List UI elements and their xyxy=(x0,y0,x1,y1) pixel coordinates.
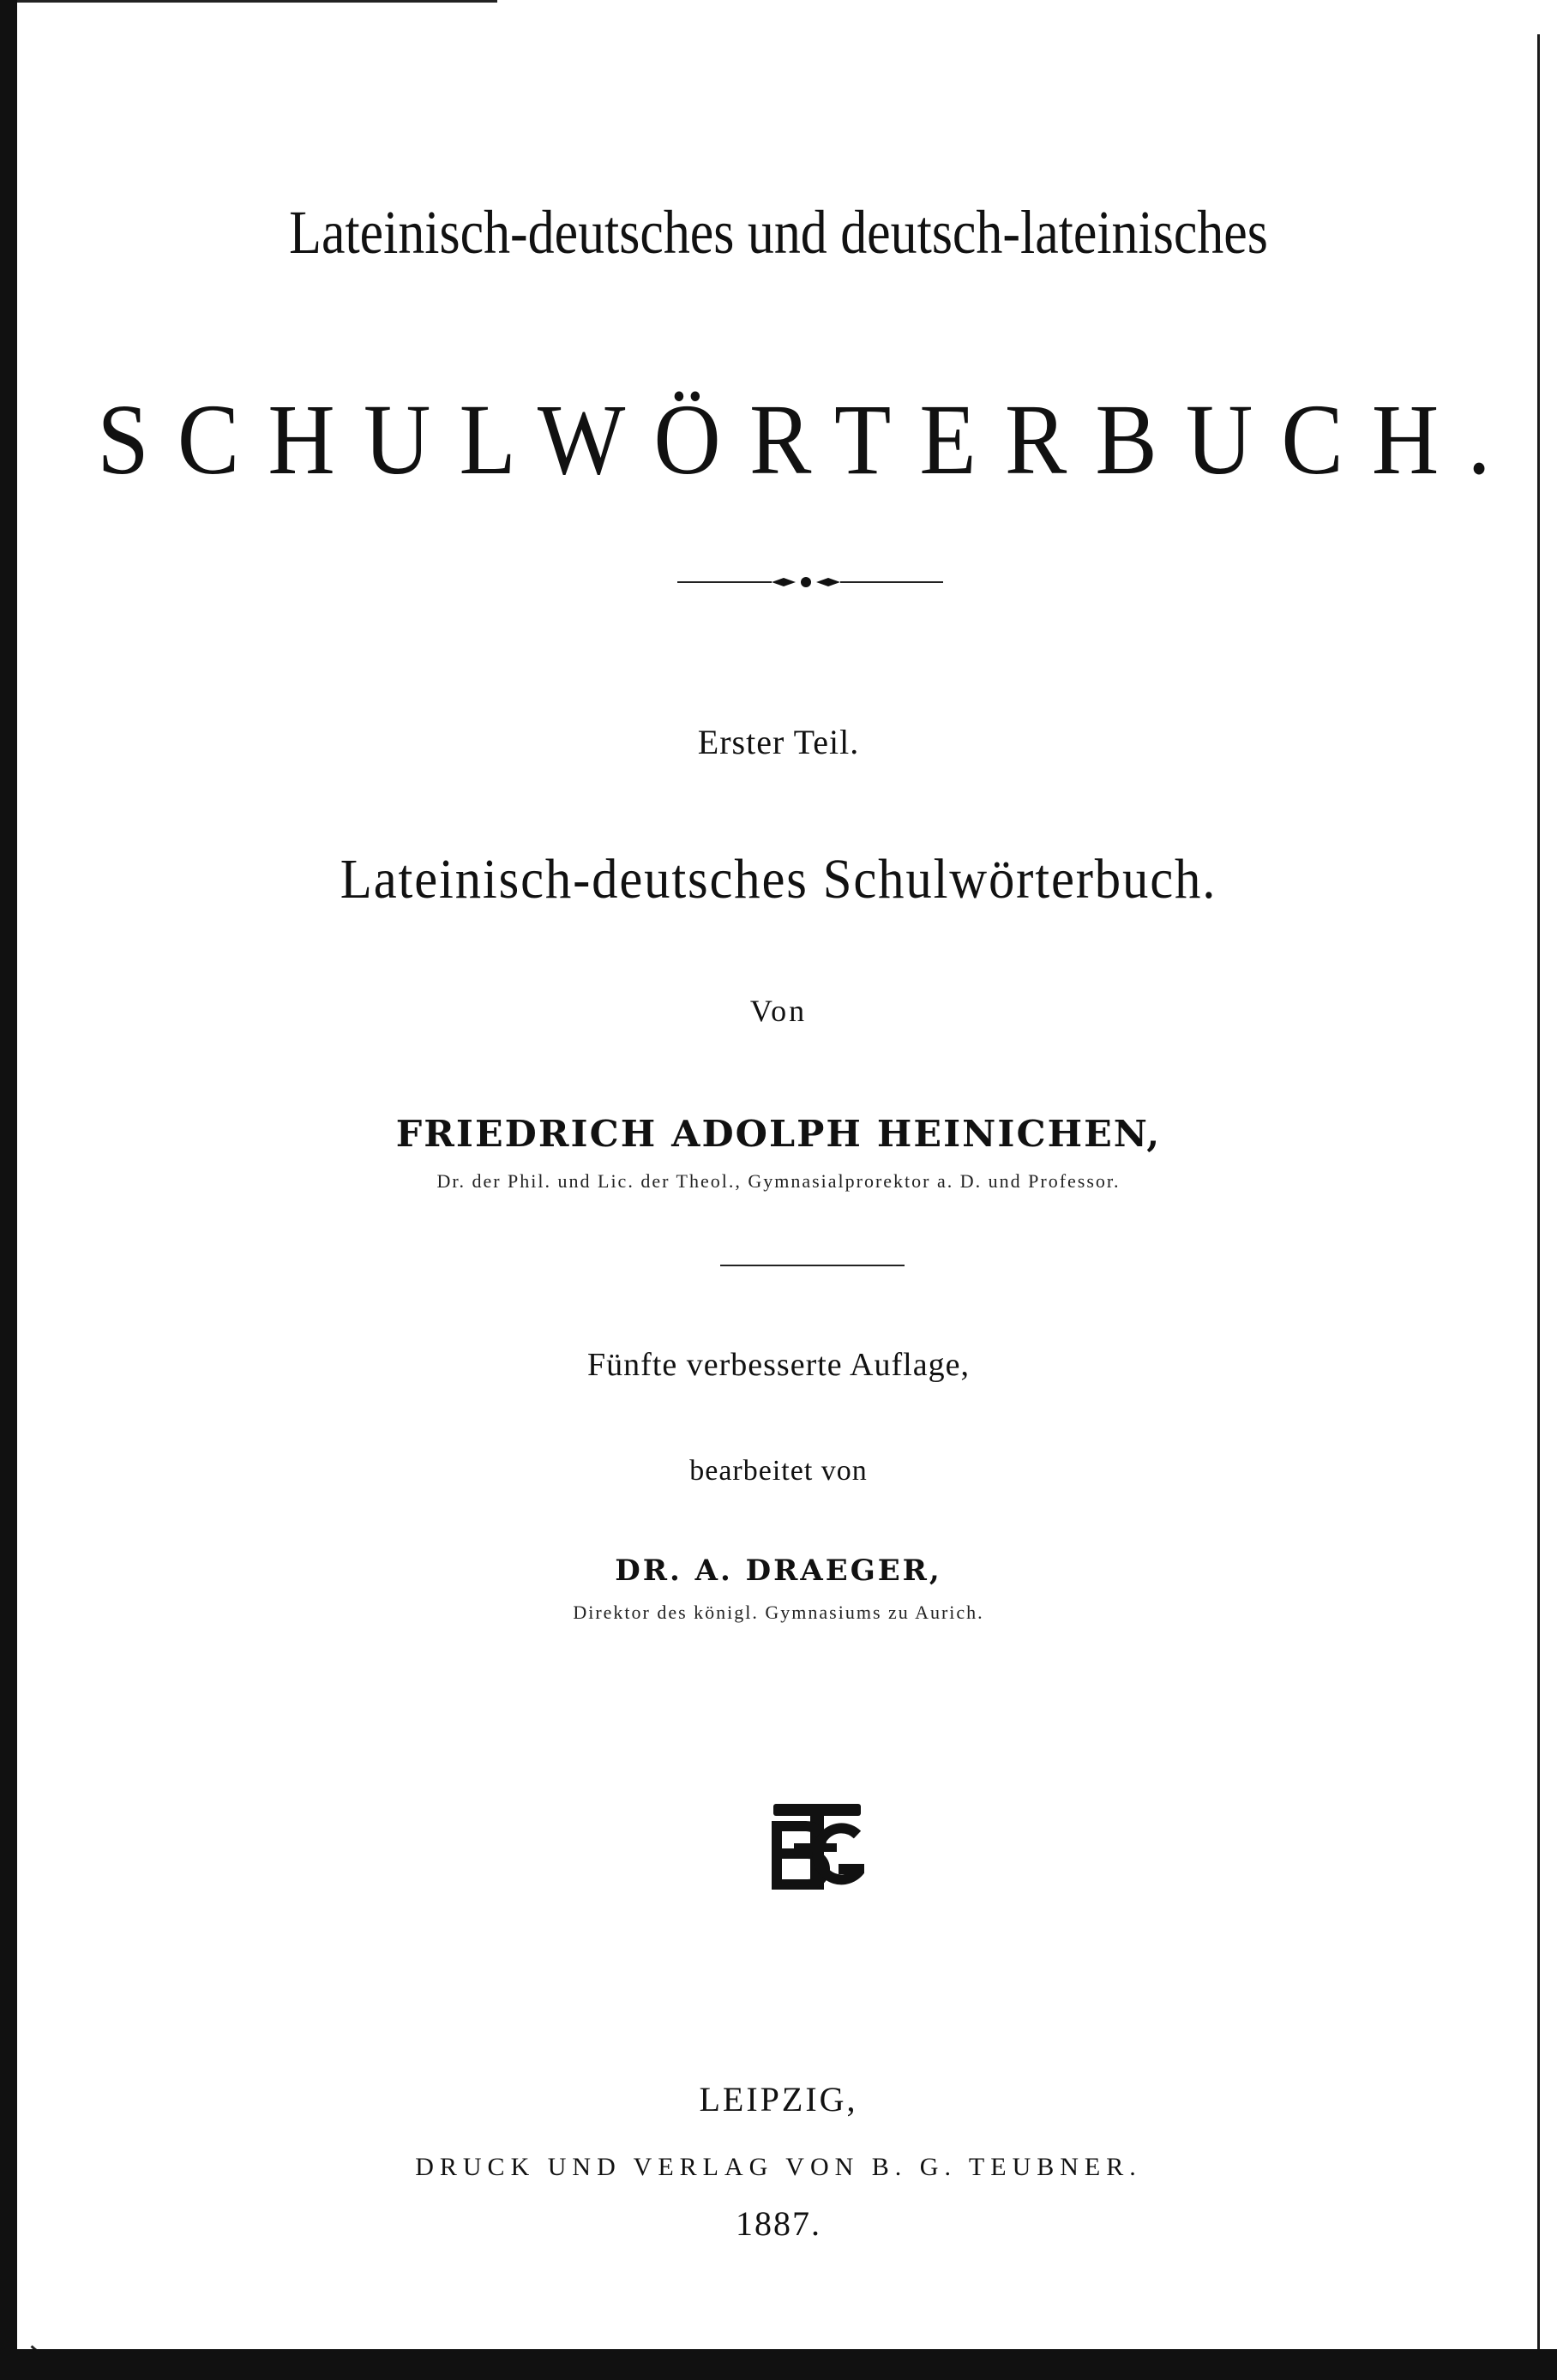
publication-city: LEIPZIG, xyxy=(699,2080,858,2119)
series-title: Lateinisch-deutsches und deutsch-lateinisches xyxy=(289,198,1268,267)
edition-label: Fünfte verbesserte Auflage, xyxy=(587,1347,970,1383)
publication-year: 1887. xyxy=(736,2204,821,2243)
scan-edge-bottom xyxy=(0,2349,1557,2380)
short-rule xyxy=(720,1265,905,1266)
scan-edge-top xyxy=(17,0,497,3)
editor-title: Direktor des königl. Gymnasiums zu Aurich. xyxy=(573,1602,984,1623)
part-label: Erster Teil. xyxy=(697,723,860,761)
editor-name: DR. A. DRAEGER, xyxy=(615,1554,942,1588)
bg-teubner-monogram-icon xyxy=(770,1800,864,1895)
main-title: SCHULWÖRTERBUCH. xyxy=(97,383,1519,496)
author-name: FRIEDRICH ADOLPH HEINICHEN, xyxy=(395,1113,1162,1155)
by-label: Von xyxy=(749,994,808,1028)
author-degrees: Dr. der Phil. und Lic. der Theol., Gymnasialprorektor a. D. und Professor. xyxy=(436,1170,1121,1192)
edited-by-label: bearbeitet von xyxy=(689,1455,868,1487)
subtitle: Lateinisch-deutsches Schulwörterbuch. xyxy=(340,848,1217,911)
publisher-line: DRUCK UND VERLAG VON B. G. TEUBNER. xyxy=(415,2153,1142,2181)
ornament-divider-icon xyxy=(677,573,943,592)
